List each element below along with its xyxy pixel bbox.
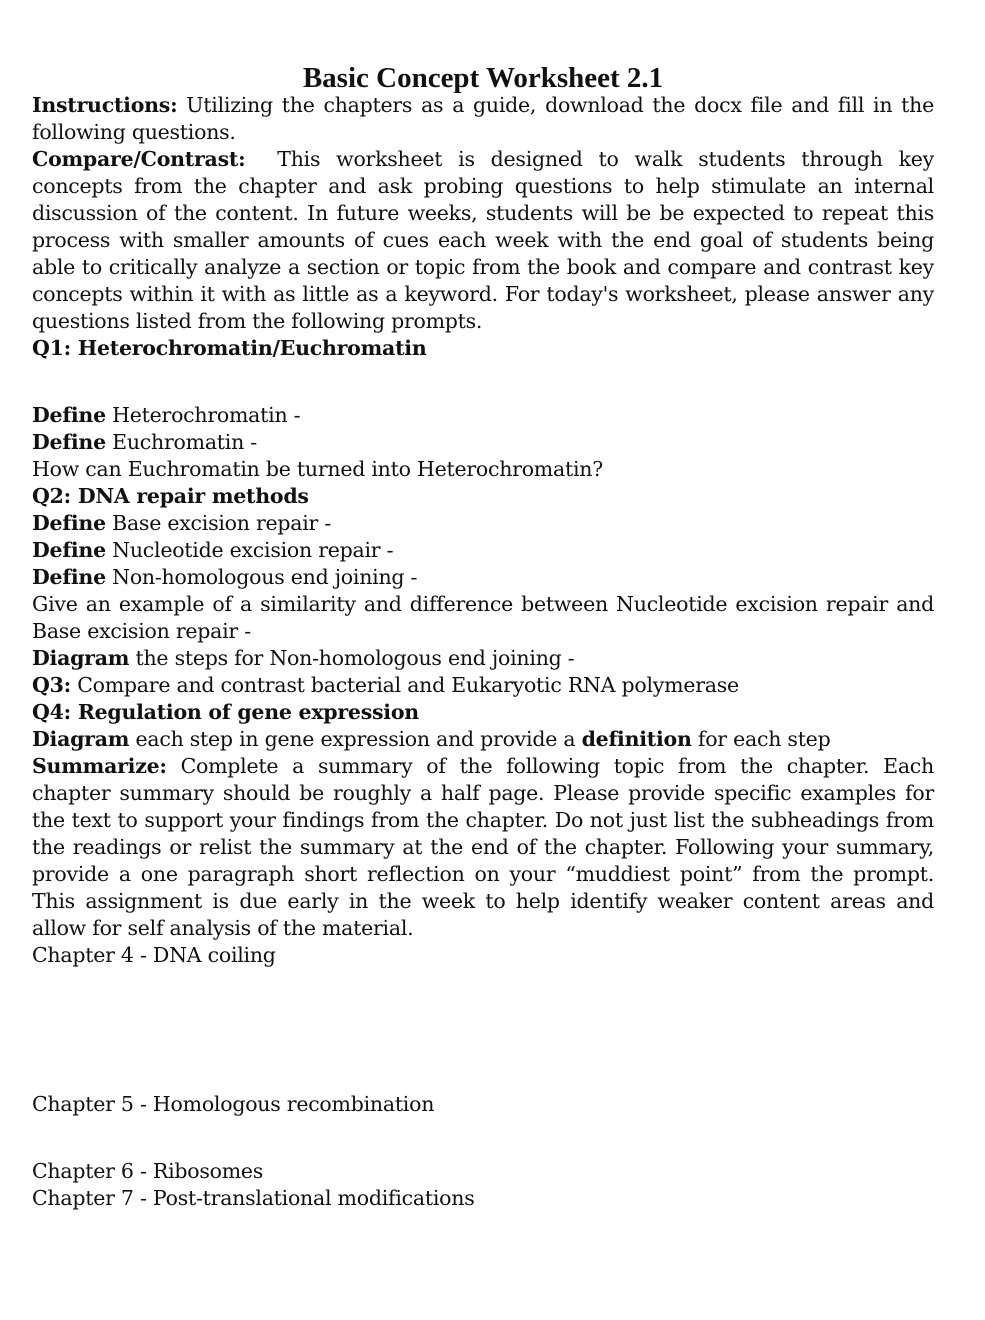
define-label: Define	[32, 538, 106, 562]
worksheet-title: Basic Concept Worksheet 2.1	[302, 62, 664, 94]
q2-diagram: Diagram the steps for Non-homologous end joining -	[32, 646, 575, 670]
q1-question: How can Euchromatin be turned into Heterochromatin?	[32, 457, 603, 481]
diagram-label: Diagram	[32, 727, 130, 751]
define-label: Define	[32, 565, 106, 589]
answer-space	[32, 1118, 934, 1158]
instructions-label: Instructions:	[32, 93, 178, 117]
q4-diagram: Diagram each step in gene expression and provide a definition for each step	[32, 727, 831, 751]
definition-label: definition	[581, 727, 692, 751]
q4-heading: Q4: Regulation of gene expression	[32, 700, 419, 724]
q1-define-heterochromatin: Define Heterochromatin -	[32, 403, 301, 427]
q3-label: Q3:	[32, 673, 71, 697]
compare-contrast-label: Compare/Contrast:	[32, 147, 246, 171]
chapter-7-line: Chapter 7 - Post-translational modifications	[32, 1186, 475, 1210]
define-label: Define	[32, 430, 106, 454]
summarize-paragraph	[32, 753, 934, 942]
answer-space	[32, 969, 934, 1091]
q1-define-euchromatin: Define Euchromatin -	[32, 430, 257, 454]
q2-define-nhej: Define Non-homologous end joining -	[32, 565, 418, 589]
summarize-label: Summarize:	[32, 754, 167, 778]
chapter-4-line: Chapter 4 - DNA coiling	[32, 943, 276, 967]
chapter-5-line: Chapter 5 - Homologous recombination	[32, 1092, 435, 1116]
compare-contrast-text: This worksheet is designed to walk students through key concepts from the chapter and ask probing questions to help stimulate an internal discussion of the content. In future weeks, students will be be expected to repeat this process with smaller amounts of cues each week with the end goal of students being able to critically analyze a section or topic from the book and compare and contrast key concepts within it with as little as a keyword. For today's worksheet, please answer any questions listed from the following prompts.	[32, 147, 941, 333]
chapter-6-line: Chapter 6 - Ribosomes	[32, 1159, 264, 1183]
q2-heading: Q2: DNA repair methods	[32, 484, 309, 508]
instructions-paragraph	[32, 92, 934, 146]
diagram-label: Diagram	[32, 646, 130, 670]
compare-contrast-paragraph	[32, 146, 941, 335]
define-label: Define	[32, 403, 106, 427]
worksheet-page	[32, 60, 941, 1212]
q2-example: Give an example of a similarity and difference between Nucleotide excision repair and Base excision repair -	[32, 592, 934, 643]
q1-heading: Q1: Heterochromatin/Euchromatin	[32, 336, 427, 360]
summarize-text: Complete a summary of the following topic from the chapter. Each chapter summary should be roughly a half page. Please provide specific examples for the text to support your findings from the chapter. Do not just list the subheadings from the readings or relist the summary at the end of the chapter. Following your summary, provide a one paragraph short reflection on your “muddiest point” from the prompt. This assignment is due early in the week to help identify weaker content areas and allow for self analysis of the material.	[32, 754, 934, 940]
instructions-text: Utilizing the chapters as a guide, download the docx file and fill in the following questions.	[32, 93, 934, 144]
q2-define-base-excision: Define Base excision repair -	[32, 511, 332, 535]
q2-define-nucleotide-excision: Define Nucleotide excision repair -	[32, 538, 394, 562]
answer-space	[32, 362, 934, 402]
q3-line: Q3: Compare and contrast bacterial and Eukaryotic RNA polymerase	[32, 673, 739, 697]
define-label: Define	[32, 511, 106, 535]
